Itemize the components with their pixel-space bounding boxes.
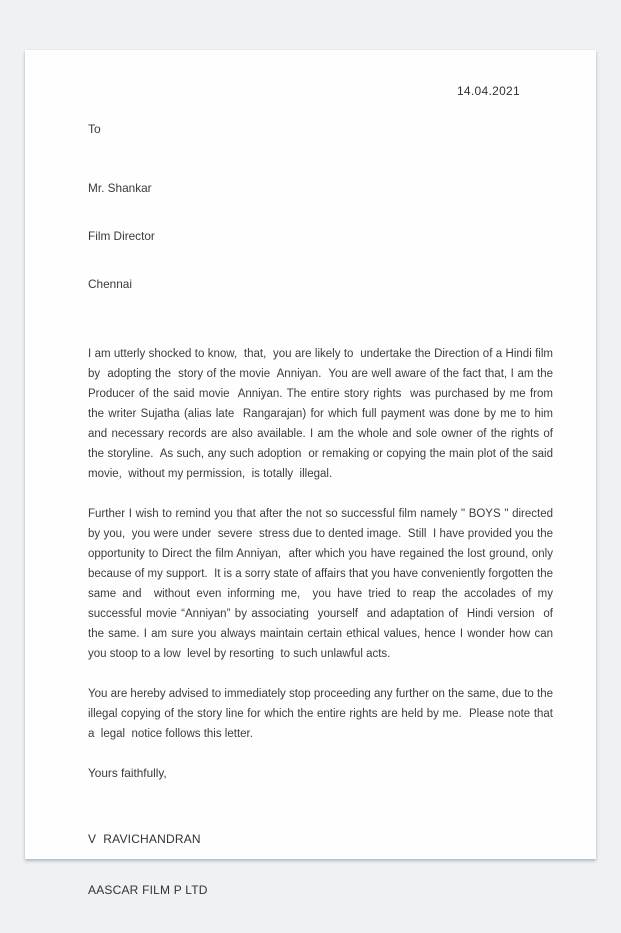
recipient-name: Mr. Shankar xyxy=(88,181,152,195)
letter-paragraph-3: You are hereby advised to immediately stop proceeding any further on the same, due to the illegal copying of the story line for which the entire rights are held by me. Please note that a legal notice follows this letter. xyxy=(88,688,557,740)
letter-paragraph-1: I am utterly shocked to know, that, you are likely to undertake the Direction of a Hindi film by adopting the story of the movie Anniyan. You are well aware of the fact that, I am the Producer of the said movie Anniyan. The entire story rights was purchased by me from the writer Sujatha (alias late Rangarajan) for which full payment was done by me to him and necessary records are also available. I am the whole and sole owner of the rights of the storyline. As such, any such adoption or remaking or copying the main plot of the said movie, without my permission, is totally illegal. xyxy=(88,348,560,480)
letter-paragraph-2: Further I wish to remind you that after the not so successful film namely " BOYS " directed by you, you were under severe stress due to dented image. Still I have provided you the opportunity to Direct the film Anniyan, after which you have regained the lost ground, only because of my support. It is a sorry state of affairs that you have conveniently forgotten the same and without even informing me, you have tried to reap the accolades of my successful movie “Anniyan” by associating yourself and adaptation of Hindi version of the same. I am sure you always maintain certain ethical values, hence I wonder how can you stoop to a low level by resorting to such unlawful acts. xyxy=(88,508,557,660)
signature-block xyxy=(88,797,553,933)
recipient-title: Film Director xyxy=(88,229,155,243)
recipient-block xyxy=(88,148,553,324)
signature-company: AASCAR FILM P LTD xyxy=(88,883,208,897)
recipient-city: Chennai xyxy=(88,277,132,291)
letter-page xyxy=(25,50,596,897)
letter-date: 14.04.2021 xyxy=(456,84,520,98)
closing-valediction: Yours faithfully, xyxy=(88,766,167,780)
signature-name: V RAVICHANDRAN xyxy=(88,832,201,846)
salutation-to: To xyxy=(88,122,101,136)
